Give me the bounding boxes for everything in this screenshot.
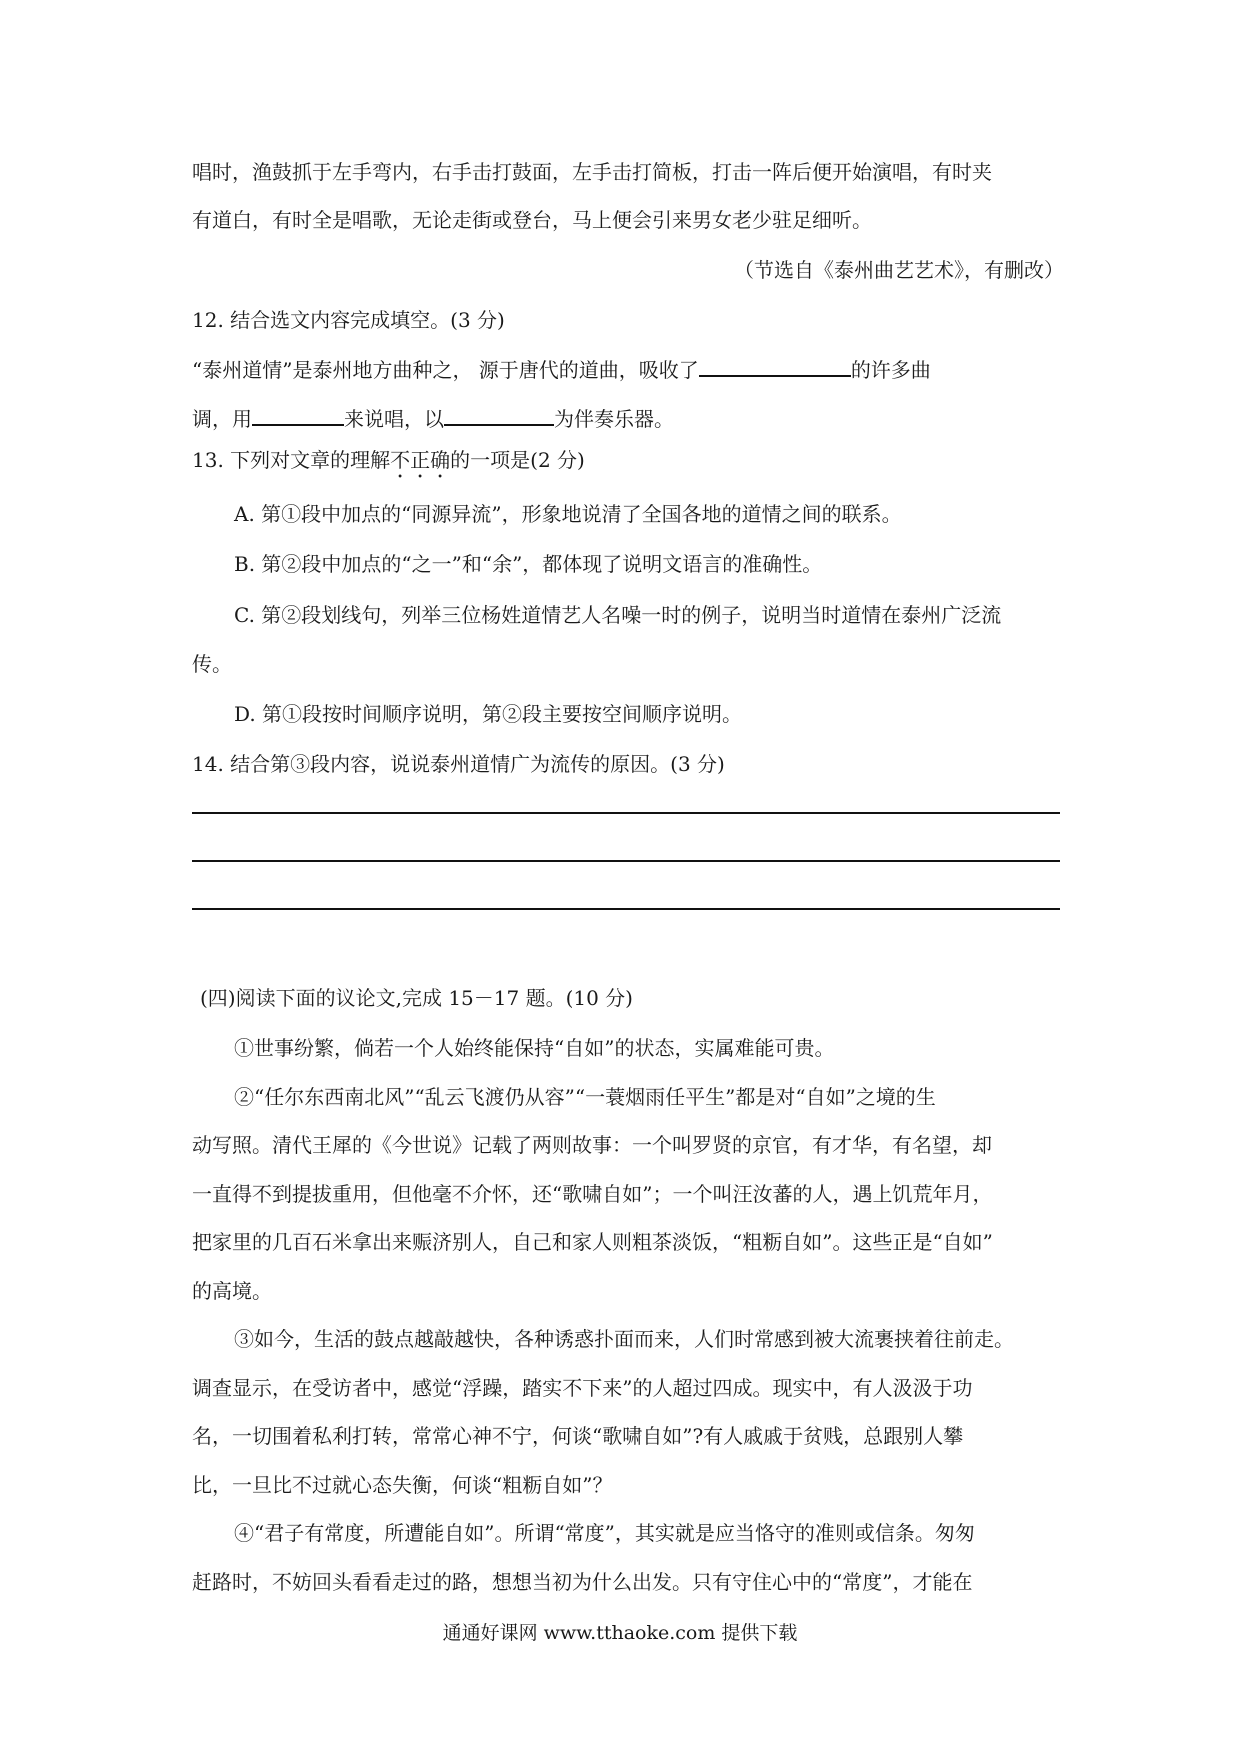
fill-blank-3[interactable] [444,404,554,426]
q13-emphasis: 不正确 [390,448,451,472]
paragraph-3-line: 调查显示，在受访者中，感觉“浮躁，踏实不下来”的人超过四成。现实中，有人汲汲于功 [192,1376,973,1400]
q12-text-c: 调，用 [192,407,252,431]
paragraph-4-line: 赶路时，不妨回头看看走过的路，想想当初为什么出发。只有守住心中的“常度”，才能在 [192,1570,973,1594]
paragraph-3-line: ③如今，生活的鼓点越敲越快，各种诱惑扑面而来，人们时常感到被大流裹挟着往前走。 [234,1327,1014,1351]
paragraph-3-line: 名，一切围着私利打转，常常心神不宁，何谈“歌啸自如”?有人戚戚于贫贱，总跟别人攀 [192,1424,964,1448]
q12-text-a: “泰州道情”是泰州地方曲种之， 源于唐代的道曲，吸收了 [192,358,699,382]
answer-line-1[interactable] [192,812,1060,814]
fill-blank-1[interactable] [699,355,851,377]
q12-text-d: 来说唱，以 [344,407,444,431]
answer-line-2[interactable] [192,860,1060,862]
question-14-title: 14. 结合第③段内容，说说泰州道情广为流传的原因。(3 分) [192,752,725,776]
question-13-title [192,446,585,483]
fill-blank-2[interactable] [252,404,344,426]
q12-text-e: 为伴奏乐器。 [554,407,674,431]
section-4-heading: (四)阅读下面的议论文,完成 15－17 题。(10 分) [200,986,633,1010]
question-12-line-1 [192,355,931,384]
question-12-title: 12. 结合选文内容完成填空。(3 分) [192,308,505,332]
q12-text-b: 的许多曲 [850,358,931,382]
paragraph-3-line: 比，一旦比不过就心态失衡，何谈“粗粝自如”？ [192,1473,613,1497]
paragraph-2-line: ②“任尔东西南北风”“乱云飞渡仍从容”“一蓑烟雨任平生”都是对“自如”之境的生 [234,1085,936,1109]
option-b: B. 第②段中加点的“之一”和“余”，都体现了说明文语言的准确性。 [234,552,823,576]
paragraph-2-line: 把家里的几百石米拿出来赈济别人，自己和家人则粗茶淡饭，“粗粝自如”。这些正是“自如” [192,1230,993,1254]
paragraph-2-line: 一直得不到提拔重用，但他毫不介怀，还“歌啸自如”；一个叫汪汝蕃的人，遇上饥荒年月， [192,1182,993,1206]
paragraph-4-line: ④“君子有常度，所遭能自如”。所谓“常度”，其实就是应当恪守的准则或信条。匆匆 [234,1521,975,1545]
option-d: D. 第①段按时间顺序说明，第②段主要按空间顺序说明。 [234,702,743,726]
paragraph-1: ①世事纷繁，倘若一个人始终能保持“自如”的状态，实属难能可贵。 [234,1036,835,1060]
page-footer: 通通好课网 www.tthaoke.com 提供下载 [442,1622,798,1644]
paragraph-2-line: 动写照。清代王犀的《今世说》记载了两则故事：一个叫罗贤的京官，有才华，有名望，却 [192,1133,992,1157]
option-c-cont: 传。 [192,652,232,676]
answer-line-3[interactable] [192,908,1060,910]
option-c: C. 第②段划线句，列举三位杨姓道情艺人名噪一时的例子，说明当时道情在泰州广泛流 [234,603,1002,627]
option-a: A. 第①段中加点的“同源异流”，形象地说清了全国各地的道情之间的联系。 [234,502,902,526]
question-12-line-2 [192,404,674,433]
q13-title-a: 13. 下列对文章的理解 [192,448,391,472]
passage-line: 唱时，渔鼓抓于左手弯内，右手击打鼓面，左手击打简板，打击一阵后便开始演唱，有时夹 [192,160,992,184]
paragraph-2-line: 的高境。 [192,1279,272,1303]
passage-source: （节选自《泰州曲艺艺术》，有删改） [734,258,1064,282]
q13-title-b: 的一项是(2 分) [450,448,585,472]
passage-line: 有道白，有时全是唱歌，无论走街或登台，马上便会引来男女老少驻足细听。 [192,208,872,232]
